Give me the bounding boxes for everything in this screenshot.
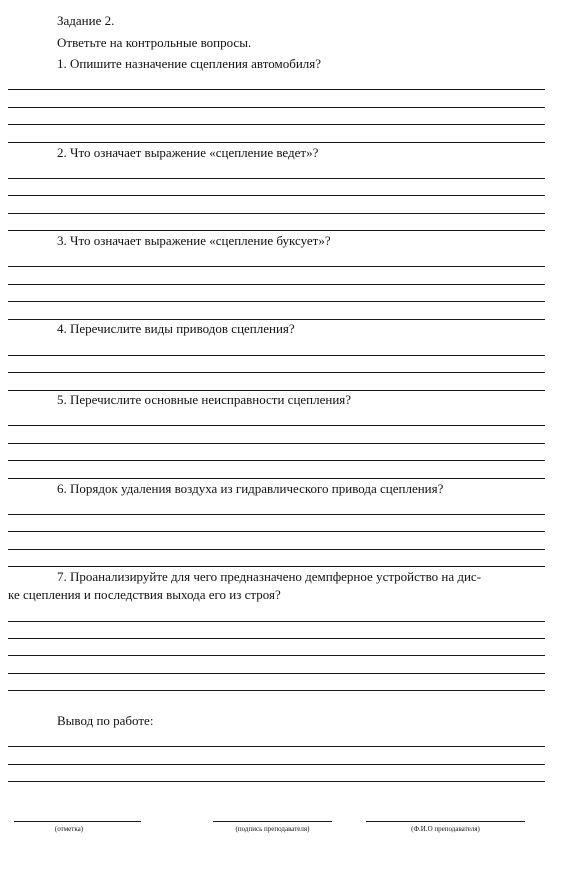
answer-line	[8, 355, 545, 356]
answer-line	[8, 230, 545, 231]
question-4: 4. Перечислите виды приводов сцепления?	[57, 321, 295, 336]
answer-line	[8, 443, 545, 444]
answer-line	[8, 89, 545, 90]
answer-line	[8, 549, 545, 550]
question-2: 2. Что означает выражение «сцепление ведет»?	[57, 145, 319, 160]
answer-line	[8, 178, 545, 179]
question-1: 1. Опишите назначение сцепления автомобиля?	[57, 56, 322, 71]
answer-line	[8, 514, 545, 515]
question-5: 5. Перечислите основные неисправности сцепления?	[57, 392, 352, 407]
answer-line	[8, 746, 545, 747]
question-6: 6. Порядок удаления воздуха из гидравлического привода сцепления?	[57, 481, 444, 496]
question-7-line-2: ке сцепления и последствия выхода его из строя?	[8, 587, 281, 602]
conclusion-label: Вывод по работе:	[57, 713, 154, 728]
mark-caption: (отметка)	[54, 825, 84, 833]
teacher-signature-line	[213, 821, 332, 822]
answer-line	[8, 655, 545, 656]
teacher-name-line	[366, 821, 525, 822]
answer-line	[8, 621, 545, 622]
answer-line	[8, 284, 545, 285]
answer-line	[8, 425, 545, 426]
teacher-signature-caption: (подпись преподавателя)	[235, 825, 310, 833]
answer-line	[8, 638, 545, 639]
teacher-name-caption: (Ф.И.О преподавателя)	[411, 825, 480, 833]
answer-line	[8, 781, 545, 782]
answer-line	[8, 301, 545, 302]
question-3: 3. Что означает выражение «сцепление буксует»?	[57, 233, 331, 248]
answer-line	[8, 213, 545, 214]
answer-line	[8, 319, 545, 320]
task-instruction: Ответьте на контрольные вопросы.	[57, 35, 252, 50]
question-7-line-1: 7. Проанализируйте для чего предназначено демпферное устройство на дис-	[57, 569, 482, 584]
answer-line	[8, 690, 545, 691]
answer-line	[8, 478, 545, 479]
mark-line	[14, 821, 141, 822]
answer-line	[8, 107, 545, 108]
answer-line	[8, 390, 545, 391]
answer-line	[8, 566, 545, 567]
answer-line	[8, 195, 545, 196]
answer-line	[8, 142, 545, 143]
answer-line	[8, 266, 545, 267]
task-title: Задание 2.	[57, 13, 115, 28]
answer-line	[8, 673, 545, 674]
answer-line	[8, 531, 545, 532]
answer-line	[8, 124, 545, 125]
answer-line	[8, 372, 545, 373]
answer-line	[8, 460, 545, 461]
answer-line	[8, 764, 545, 765]
